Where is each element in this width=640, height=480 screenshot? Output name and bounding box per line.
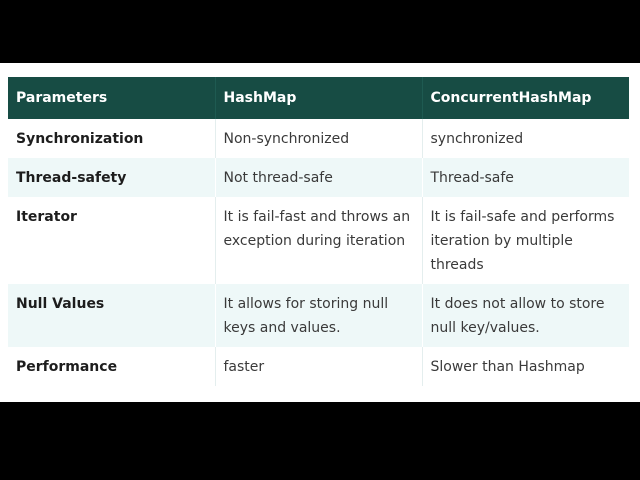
row-concurrenthashmap-value: Slower than Hashmap — [422, 347, 629, 386]
header-parameters: Parameters — [8, 77, 215, 119]
row-hashmap-value: It is fail-fast and throws an exception during iteration — [215, 197, 422, 284]
row-parameter: Null Values — [8, 284, 215, 347]
row-hashmap-value: Non-synchronized — [215, 119, 422, 158]
row-parameter: Performance — [8, 347, 215, 386]
row-parameter: Synchronization — [8, 119, 215, 158]
header-hashmap: HashMap — [215, 77, 422, 119]
comparison-table — [8, 77, 629, 386]
row-concurrenthashmap-value: It does not allow to store null key/values. — [422, 284, 629, 347]
row-parameter: Iterator — [8, 197, 215, 284]
row-concurrenthashmap-value: It is fail-safe and performs iteration by multiple threads — [422, 197, 629, 284]
table-row — [8, 284, 629, 347]
table-panel — [0, 63, 640, 402]
header-concurrenthashmap: ConcurrentHashMap — [422, 77, 629, 119]
row-hashmap-value: faster — [215, 347, 422, 386]
row-hashmap-value: It allows for storing null keys and values. — [215, 284, 422, 347]
row-parameter: Thread-safety — [8, 158, 215, 197]
row-hashmap-value: Not thread-safe — [215, 158, 422, 197]
row-concurrenthashmap-value: Thread-safe — [422, 158, 629, 197]
table-row — [8, 119, 629, 158]
table-row — [8, 197, 629, 284]
table-header-row — [8, 77, 629, 119]
table-row — [8, 347, 629, 386]
row-concurrenthashmap-value: synchronized — [422, 119, 629, 158]
table-row — [8, 158, 629, 197]
